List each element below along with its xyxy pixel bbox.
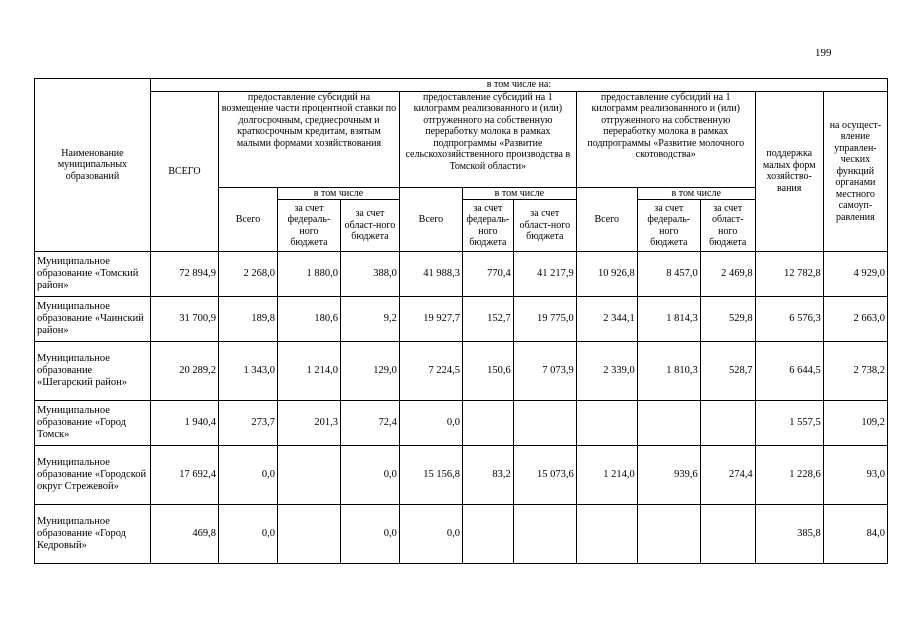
subsidy-table [34,78,888,564]
cell-total: 1 940,4 [150,401,218,446]
cell-support: 6 576,3 [755,297,823,342]
cell-total: 31 700,9 [150,297,218,342]
cell-mgmt: 109,2 [823,401,887,446]
cell-support: 1 557,5 [755,401,823,446]
cell-g3-reg: 274,4 [700,446,755,505]
cell-g3-fed: 1 814,3 [637,297,700,342]
cell-g2-fed: 770,4 [462,252,513,297]
cell-g2-fed: 150,6 [462,342,513,401]
cell-total: 469,8 [150,505,218,564]
cell-mgmt: 4 929,0 [823,252,887,297]
header-total: ВСЕГО [150,91,218,252]
cell-g3-reg: 528,7 [700,342,755,401]
table-row [35,401,888,446]
row-name: Муниципальное образование «Томский район» [35,252,151,297]
header-g2-in-that: в том числе [462,187,576,200]
row-name: Муниципальное образование «Город Томск» [35,401,151,446]
cell-g2-all: 0,0 [399,505,462,564]
cell-total: 72 894,9 [150,252,218,297]
cell-g1-reg: 9,2 [340,297,399,342]
cell-g1-fed: 1 880,0 [277,252,340,297]
cell-g2-fed: 152,7 [462,297,513,342]
cell-g2-all: 7 224,5 [399,342,462,401]
cell-g2-reg: 19 775,0 [513,297,576,342]
header-g2-regional: за счет област-ного бюджета [513,200,576,252]
cell-g1-reg: 388,0 [340,252,399,297]
cell-g3-fed: 1 810,3 [637,342,700,401]
cell-support: 6 644,5 [755,342,823,401]
cell-g2-all: 15 156,8 [399,446,462,505]
cell-g2-fed: 83,2 [462,446,513,505]
cell-g2-all: 41 988,3 [399,252,462,297]
header-including: в том числе на: [150,79,887,92]
row-name: Муниципальное образование «Чаинский район» [35,297,151,342]
cell-support: 12 782,8 [755,252,823,297]
cell-support: 1 228,6 [755,446,823,505]
cell-g2-fed [462,505,513,564]
header-g1-regional: за счет област-ного бюджета [340,200,399,252]
cell-g3-all: 10 926,8 [576,252,637,297]
header-g1-in-that: в том числе [277,187,399,200]
row-name: Муниципальное образование «Городской округ Стрежевой» [35,446,151,505]
cell-g2-reg [513,505,576,564]
cell-g3-fed [637,401,700,446]
cell-g3-fed: 939,6 [637,446,700,505]
header-group3: предоставление субсидий на 1 килограмм реализованного и (или) отгруженного на собственную переработку молока в рамках подпрограммы «Развитие молочного скотоводства» [576,91,755,187]
cell-g2-reg: 7 073,9 [513,342,576,401]
cell-mgmt: 2 663,0 [823,297,887,342]
header-support: поддержка малых форм хозяйство-вания [755,91,823,252]
cell-g1-fed [277,505,340,564]
cell-g1-all: 0,0 [219,505,278,564]
cell-g2-fed [462,401,513,446]
cell-g3-reg [700,401,755,446]
cell-g3-reg: 529,8 [700,297,755,342]
cell-g2-reg [513,401,576,446]
cell-mgmt: 84,0 [823,505,887,564]
cell-g1-reg: 0,0 [340,505,399,564]
cell-support: 385,8 [755,505,823,564]
header-group1: предоставление субсидий на возмещение части процентной ставки по долгосрочным, среднесрочным и краткосрочным кредитам, взятым малыми формами хозяйствования [219,91,400,187]
cell-total: 17 692,4 [150,446,218,505]
cell-g3-all: 2 339,0 [576,342,637,401]
cell-g3-reg [700,505,755,564]
header-g3-vsego: Всего [576,187,637,252]
cell-g2-reg: 41 217,9 [513,252,576,297]
header-group2: предоставление субсидий на 1 килограмм реализованного и (или) отгруженного на собственную переработку молока в рамках подпрограммы «Развитие сельскохозяйственного производства в Томской области» [399,91,576,187]
cell-g3-all: 2 344,1 [576,297,637,342]
header-g2-vsego: Всего [399,187,462,252]
header-g3-federal: за счет федераль-ного бюджета [637,200,700,252]
cell-g3-fed: 8 457,0 [637,252,700,297]
cell-g3-all: 1 214,0 [576,446,637,505]
cell-g1-fed: 180,6 [277,297,340,342]
cell-g3-all [576,401,637,446]
row-name: Муниципальное образование «Шегарский район» [35,342,151,401]
table-row [35,342,888,401]
cell-g1-reg: 129,0 [340,342,399,401]
header-g2-federal: за счет федераль-ного бюджета [462,200,513,252]
table-row [35,252,888,297]
cell-g1-all: 0,0 [219,446,278,505]
cell-g1-all: 1 343,0 [219,342,278,401]
cell-g2-reg: 15 073,6 [513,446,576,505]
cell-g1-reg: 0,0 [340,446,399,505]
cell-g3-fed [637,505,700,564]
cell-g1-fed [277,446,340,505]
cell-g1-all: 2 268,0 [219,252,278,297]
cell-mgmt: 93,0 [823,446,887,505]
cell-g2-all: 19 927,7 [399,297,462,342]
header-g1-federal: за счет федераль-ного бюджета [277,200,340,252]
table-row [35,446,888,505]
cell-g1-all: 273,7 [219,401,278,446]
page-number: 199 [815,47,832,59]
cell-g3-reg: 2 469,8 [700,252,755,297]
header-g3-regional: за счет област-ного бюджета [700,200,755,252]
cell-g3-all [576,505,637,564]
row-name: Муниципальное образование «Город Кедровый» [35,505,151,564]
cell-g1-fed: 201,3 [277,401,340,446]
header-name-col: Наименование муниципальных образований [35,79,151,252]
header-mgmt: на осущест-вление управлен-ческих функций органами местного самоуп-равления [823,91,887,252]
cell-g2-all: 0,0 [399,401,462,446]
cell-g1-fed: 1 214,0 [277,342,340,401]
header-g3-in-that: в том числе [637,187,755,200]
cell-total: 20 289,2 [150,342,218,401]
cell-g1-reg: 72,4 [340,401,399,446]
table-row [35,297,888,342]
table-row [35,505,888,564]
cell-mgmt: 2 738,2 [823,342,887,401]
cell-g1-all: 189,8 [219,297,278,342]
header-g1-vsego: Всего [219,187,278,252]
